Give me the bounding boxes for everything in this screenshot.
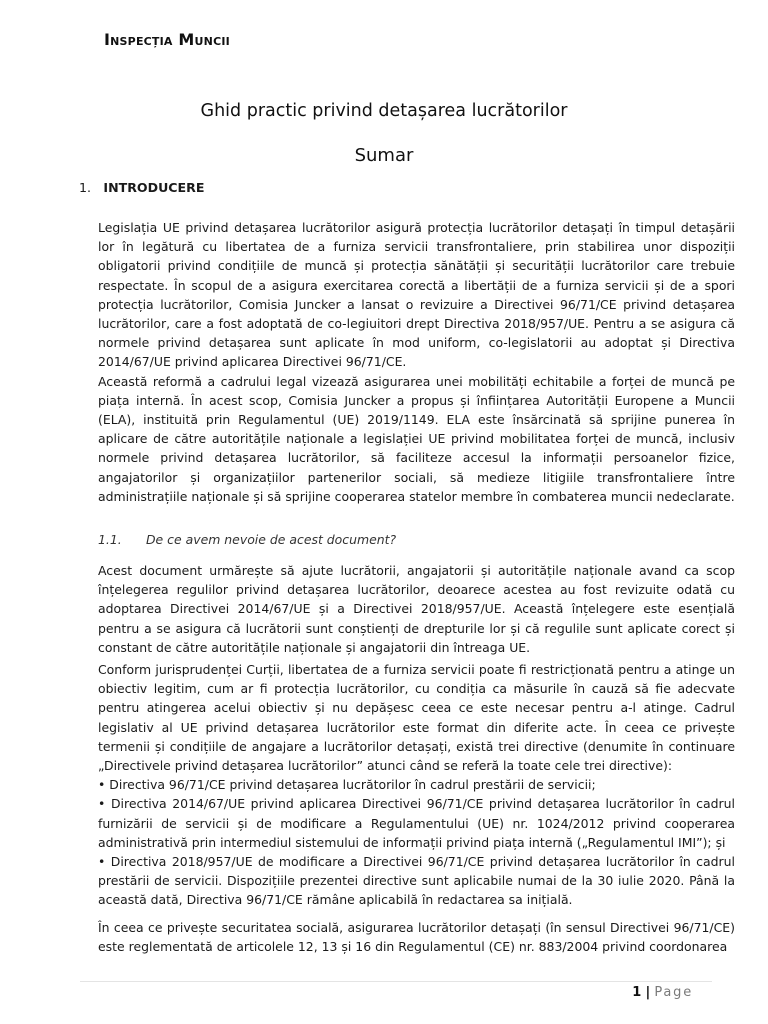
paragraph-3: Acest document urmărește să ajute lucrătorii, angajatorii și autoritățile naționale avand ca scop înțelegerea regulilor privind detașarea lucrătorilor, deoarece acestea au fost revizuite odată cu adoptarea Directivei 2014/67/UE și a Directivei 2018/957/UE. Această înțelegere este esențială pentru a se asigura că lucrătorii sunt conștienți de drepturile lor și că regulile sunt aplicate corect și constant de către autoritățile naționale și angajatorii din întreaga UE. [98,563,735,655]
bullet-item: • Directiva 96/71/CE privind detașarea lucrătorilor în cadrul prestării de servicii; [98,777,596,793]
page-label: Page [654,985,693,1000]
bullet-item: • Directiva 2018/957/UE de modificare a Directivei 96/71/CE privind detașarea lucrătorilor în cadrul prestării de servicii. Dispozițiile prezentei directive sunt aplicabile numai de la 30 iulie 2020. Până la această dată, Directiva 96/71/CE rămâne aplicabilă în redactarea sa inițială. [98,854,735,908]
footer-divider [80,981,712,982]
paragraph-4: Conform jurisprudenței Curții, libertatea de a furniza servicii poate fi restricționată pentru a atinge un obiectiv legitim, cum ar fi protecția lucrătorilor, cu condiția ca măsurile în cauză să fie adecvate pentru atingerea acelui obiectiv și nu depășesc ceea ce este necesar pentru a-l atinge. Cadrul legislativ al UE privind detașarea lucrătorilor este format din diferite acte. În ceea ce privește termenii și condițiile de angajare a lucrătorilor detașați, există trei directive (denumite în continuare „Directivele privind detașarea lucrătorilor” atunci când se referă la toate cele trei directive): [98,662,735,774]
section-title: INTRODUCERE [103,180,205,195]
section-number: 1. [79,180,92,195]
page-footer [632,985,693,1000]
paragraph-1: Legislația UE privind detașarea lucrătorilor asigură protecția lucrătorilor detașați în timpul detașării lor în legătură cu libertatea de a furniza servicii transfrontaliere, prin stabilirea unor dispoziții obligatorii privind condițiile de muncă și protecția sănătății și securității lucrătorilor care trebuie respectate. În scopul de a asigura exercitarea corectă a libertății de a furniza servicii și de a spori protecția lucrătorilor, Comisia Juncker a lansat o revizuire a Directivei 96/71/CE privind detașarea lucrătorilor, care a fost adoptată de co-legiuitori drept Directiva 2018/957/UE. Pentru a se asigura că normele privind detașarea sunt aplicate în mod uniform, co-legislatorii au adoptat și Directiva 2014/67/UE privind aplicarea Directivei 96/71/CE. [98,220,735,370]
page-number: 1 [632,985,642,1000]
subsection-heading [98,532,396,547]
page-separator: | [645,985,651,1000]
paragraph-3-block [98,561,735,657]
paragraph-5: În ceea ce privește securitatea socială, asigurarea lucrătorilor detașați (în sensul Directivei 96/71/CE) este reglementată de articolele 12, 13 și 16 din Regulamentul (CE) nr. 883/2004 privind coordonarea [98,920,735,955]
document-title: Ghid practic privind detașarea lucrătorilor [200,101,568,121]
header-organization: Inspecția Muncii [104,30,230,49]
subsection-number: 1.1. [98,532,122,547]
subsection-title: De ce avem nevoie de acest document? [145,532,397,547]
paragraph-4-block [98,660,735,910]
bullet-item: • Directiva 2014/67/UE privind aplicarea Directivei 96/71/CE privind detașarea lucrătorilor în cadrul furnizării de servicii și de modificare a Regulamentului (UE) nr. 1024/2012 privind cooperarea administrativă prin intermediul sistemului de informații privind piața internă („Regulamentul IMI”); și [98,796,735,850]
document-subtitle: Sumar [354,145,414,166]
paragraph-5-block [98,918,735,956]
intro-block [98,218,735,506]
paragraph-2: Această reformă a cadrului legal vizează asigurarea unei mobilități echitabile a forței de muncă pe piața internă. În acest scop, Comisia Juncker a propus și înființarea Autorității Europene a Muncii (ELA), instituită prin Regulamentul (UE) 2019/1149. ELA este însărcinată să sprijine punerea în aplicare de către autoritățile naționale a legislației UE privind mobilitatea forței de muncă, inclusiv normele privind detașarea lucrătorilor, să faciliteze accesul la informații persoanelor fizice, angajatorilor și organizațiilor partenerilor sociali, să medieze litigiile transfrontaliere între administrațiile naționale și să sprijine cooperarea statelor membre în combaterea muncii nedeclarate. [98,373,735,504]
section-heading [79,180,204,195]
